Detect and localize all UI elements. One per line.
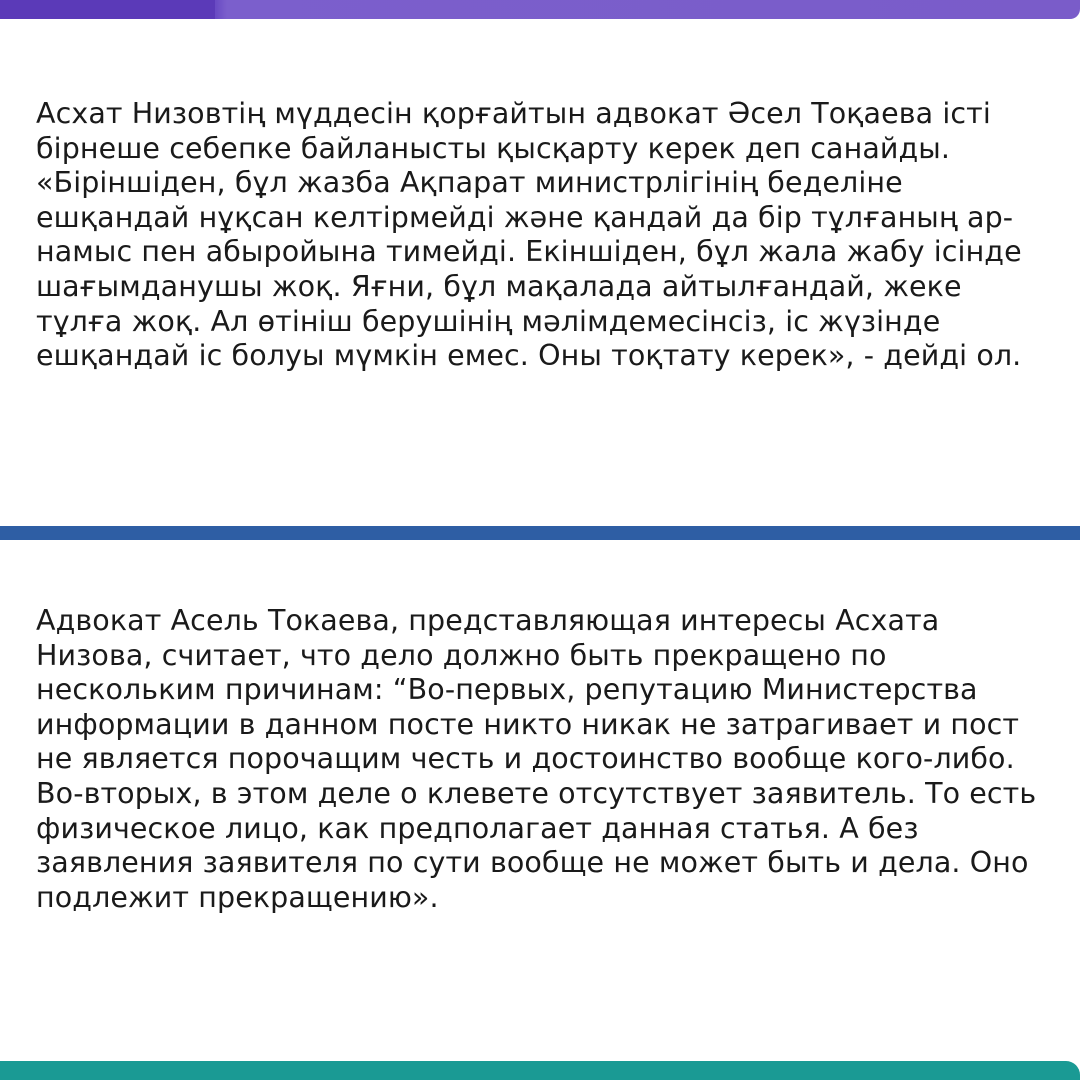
kazakh-paragraph: Асхат Низовтің мүддесін қорғайтын адвокат Әсел Тоқаева істі бірнеше себепке байланысты қысқарту керек деп санайды. «Біріншіден, бұл жазба Ақпарат министрлігінің беделіне ешқандай нұқсан келтірмейді және қандай да бір тұлғаның ар-намыс пен абыройына тимейді. Екіншіден, бұл жала жабу ісінде шағымданушы жоқ. Яғни, бұл мақалада айтылғандай, жеке тұлға жоқ. Ал өтініш берушінің мәлімдемесінсіз, іс жүзінде ешқандай іс болуы мүмкін емес. Оны тоқтату керек», - дейді ол. [36, 97, 1022, 373]
top-accent-bar [0, 0, 1080, 19]
bottom-accent-bar [0, 1061, 1080, 1080]
russian-paragraph: Адвокат Асель Токаева, представляющая интересы Асхата Низова, считает, что дело должно быть прекращено по нескольким причинам: “Во-первых, репутацию Министерства информации в данном посте никто никак не затрагивает и пост не является порочащим честь и достоинство вообще кого-либо. Во-вторых, в этом деле о клевете отсутствует заявитель. То есть физическое лицо, как предполагает данная статья. А без заявления заявителя по сути вообще не может быть и дела. Оно подлежит прекращению». [36, 604, 1037, 914]
top-accent-segment [0, 0, 215, 19]
section-divider [0, 526, 1080, 540]
